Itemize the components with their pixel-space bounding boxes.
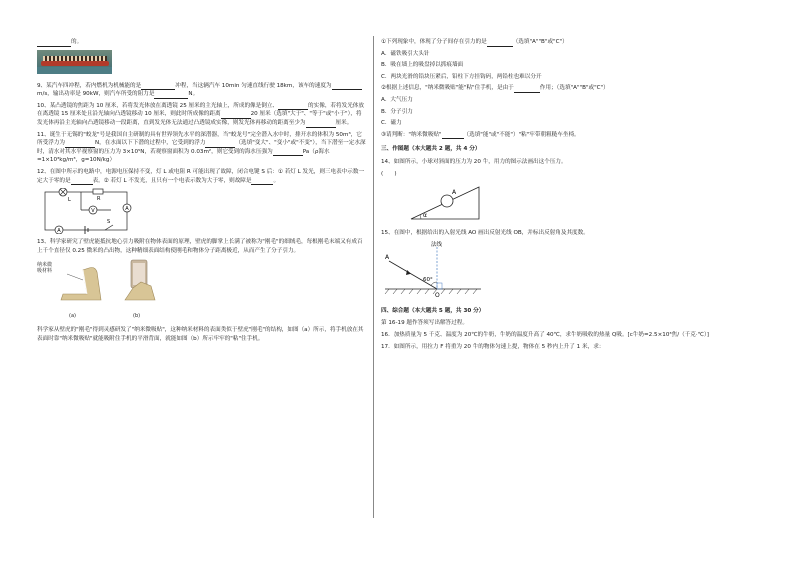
right-column [381,38,759,354]
reflection-figure [381,241,491,299]
angle-label: α [423,212,427,220]
left-column [37,38,367,347]
ammeter-icon [123,204,131,212]
svg-text:S: S [107,219,111,226]
incident-ray [389,261,437,289]
column-divider [373,36,374,518]
question-10: 10、某凸透镜的焦距为 10 厘米，若将发光体放在离透镜 25 厘米的主光轴上，所成的像是倒立、 的实像，若将发光体放在离透镜 15 厘米处且沿光轴向凸透镜移动 10 厘米，则此时所成像的距离 20 厘米（选填"大于"、"等于"或"小于"），将发光体再沿主光轴向凸透镜移动一段距离，直到发光体无法通过凸透镜成实像，则发光体再移动的距离至少为 厘米。 [37,102,364,126]
figure-b-stand-with-phone [119,258,159,304]
point-a-label: A [385,253,390,261]
question-17: 17．如图所示，用拉力 F 将重为 20 牛的物体匀速上提，物体在 5 秒内上升了 1 米，求： [381,343,605,350]
question-15: 15、在图中，根据给出的入射光线 AO 画出反射光线 OB，并标出反射角及其度数。 [381,230,589,237]
question-13-part-3: ③请判断："纳米微吸贴" （选填"能"或"不能"）"粘"牢带朝粗糙车坐椅。 [381,131,580,138]
option-b: B．分子引力 [381,108,413,115]
question-16: 16．加热质量为 5 千克、温度为 20℃的牛奶，牛奶的温度升高了 40℃，求牛奶吸收的热量 Q吸。[c牛奶=2.5×10³焦/（千克·℃）] [381,331,709,338]
question-13-continued: 科学家从壁虎的"刚毛"得到灵感研发了"纳米微吸贴"，这种纳米材料的表面类似于壁虎"刚毛"的结构，如图（a）所示，将手机放在其表面时靠"纳米微吸贴"就能吸附住手机的平滑背面，就能如图（b）所示牢牢的"粘"住手机。 [37,327,364,342]
question-11: 11、诞生于无锡的"蛟龙"号是我国自主研制的具有世界领先水平的深潜器，当"蛟龙号"完全潜入水中时，排开水的体积为 50m³，它所受浮力为 N，在水面以下下潜的过程中，它受到的浮力 （选填"变大"、"变小"或"不变"），当下潜至一定水深时，清水对其水平视察窗的压力为 3×10⁵N，若观察窗面积为 0.03m²，则它受到的海水压强为 Pa（ρ海水=1×10³kg/m³，g=10N/kg） [37,131,366,164]
option-b: B．吸在墙上的吸盘掉以抓痕墙面 [381,62,464,69]
nano-figures [37,258,367,322]
normal-label: 法线 [431,241,443,248]
question-12: 12、在图中所示的电路中，电源电压保持不变，灯 L 或电阻 R 可能出现了故障，闭合电键 S 后：① 若灯 L 发光，则三电表中示数一定大于零的是 表。② 若灯 L 不发光，且只有一个电表示数为大于零，则故障是 。 [37,168,365,184]
svg-text:V: V [91,208,95,215]
point-o-label: O [435,291,440,299]
figure-a-label: 纳米微吸材料 [37,262,53,275]
ball-icon [441,195,453,207]
angle-60-label: 60° [423,276,433,283]
q8-tail: 的。 [37,38,367,47]
lamp-label: L [68,197,71,204]
section-4-note: 第 16-19 题作答须写出解答过程。 [381,320,468,327]
figure-b-caption: (b) [133,313,141,320]
switch-icon [105,219,113,230]
resistor-icon [93,189,103,194]
resistor-label: R [97,196,101,203]
ball-label: A [452,189,457,197]
option-c: C．磁力 [381,120,402,127]
option-a: A．大气压力 [381,96,413,103]
option-a: A．磁铁吸引大头针 [381,50,430,57]
section-4-heading: 四、综合题（本大题共 5 题，共 30 分） [381,307,485,314]
incline-figure [407,181,487,223]
svg-text:A: A [57,228,61,235]
lamp-icon [59,188,67,196]
figure-a-caption: (a) [69,313,76,320]
question-14: 14、如图所示，小球对斜面的压力为 20 牛，用力的图示法画出这个压力。 [381,158,567,165]
question-14-answer-paren: ( ) [381,170,397,177]
dragon-boat-photo [37,50,112,74]
svg-text:A: A [125,206,129,213]
voltmeter-icon [89,206,97,214]
option-c: C．两块光滑的铅块压紧后，铅柱下方挂钩码，两铅柱也难以分开 [381,73,542,80]
ammeter-icon [55,226,63,234]
section-3-heading: 三、作图题（本大题共 2 题，共 4 分） [381,146,481,153]
question-13: 13、科学家研究了壁虎能抵抗地心引力吸附在物体表面的原理，壁虎的脚掌上长满了被称为"刚毛"的细绒毛，每根刚毛末端又有成百上千个直径仅 0.25 微米的凸出物，这种精细表面结构使刚毛和物体分子距离极近，从而产生了分子引力。 [37,239,363,254]
figure-a-stand [53,260,109,306]
question-13-part-1: ①下列现象中，体现了分子间存在引力的是 （选填"A""B"或"C"） [381,39,568,45]
question-13-part-2: ②根据上述信息，"纳米微吸贴"能"粘"住手机，是由于 作用；（选填"A""B"或"C"） [381,85,609,92]
question-9: 9、某汽车四冲程，若内燃机为机械能的是 冲程，当这辆汽车 10min 匀速直线行驶 18km，该车的速度为m/s，输出功率是 90kW，则汽车所受的阻力是 N。 [37,82,367,99]
circuit-diagram [41,188,133,234]
